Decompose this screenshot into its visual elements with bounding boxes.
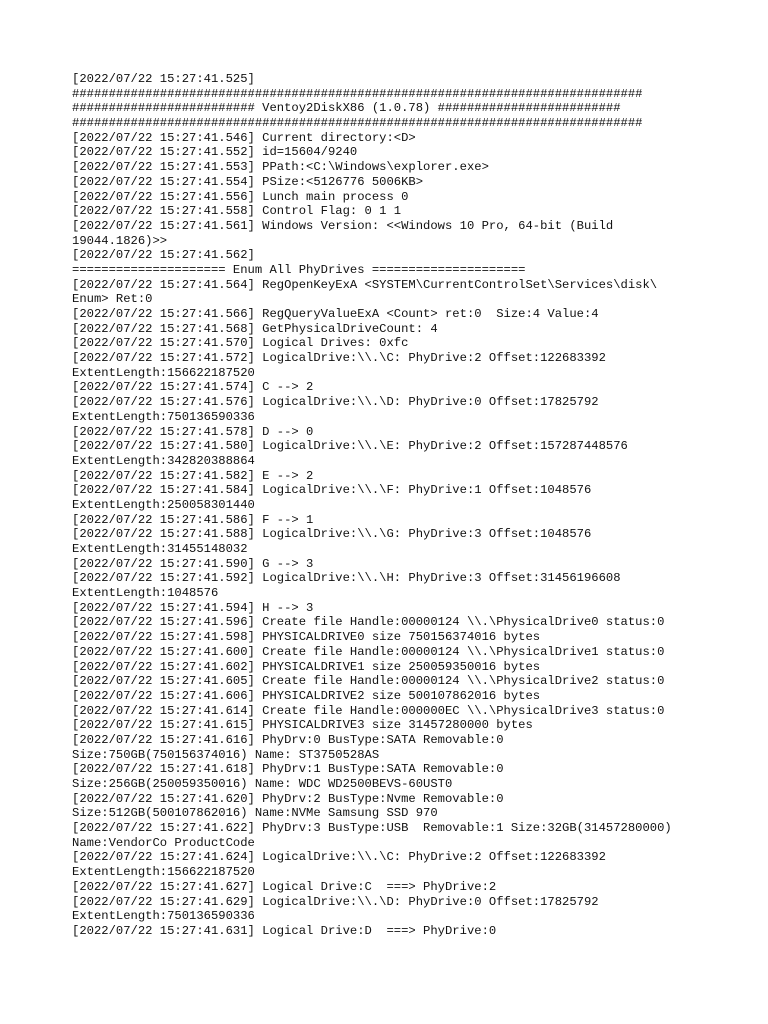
- log-line: [2022/07/22 15:27:41.629] LogicalDrive:\\.\D: PhyDrive:0 Offset:17825792: [72, 894, 599, 909]
- log-line: [2022/07/22 15:27:41.558] Control Flag: 0 1 1: [72, 204, 402, 219]
- log-line: Size:512GB(500107862016) Name:NVMe Samsung SSD 970: [72, 806, 438, 821]
- log-line: [2022/07/22 15:27:41.561] Windows Version: <<Windows 10 Pro, 64-bit (Build: [72, 218, 614, 233]
- log-line: Size:750GB(750156374016) Name: ST3750528AS: [72, 747, 380, 762]
- log-line: [2022/07/22 15:27:41.584] LogicalDrive:\\.\F: PhyDrive:1 Offset:1048576: [72, 483, 592, 498]
- log-line: [2022/07/22 15:27:41.564] RegOpenKeyExA <SYSTEM\CurrentControlSet\Services\disk\: [72, 277, 658, 292]
- log-line: ExtentLength:156622187520: [72, 865, 255, 880]
- log-line: [2022/07/22 15:27:41.606] PHYSICALDRIVE2 size 500107862016 bytes: [72, 688, 541, 703]
- log-line: [2022/07/22 15:27:41.576] LogicalDrive:\\.\D: PhyDrive:0 Offset:17825792: [72, 395, 599, 410]
- log-line: [2022/07/22 15:27:41.556] Lunch main process 0: [72, 189, 409, 204]
- log-line: [2022/07/22 15:27:41.566] RegQueryValueExA <Count> ret:0 Size:4 Value:4: [72, 307, 599, 321]
- log-line: [2022/07/22 15:27:41.574] C --> 2: [72, 380, 314, 395]
- log-line: [2022/07/22 15:27:41.592] LogicalDrive:\\.\H: PhyDrive:3 Offset:31456196608: [72, 571, 621, 586]
- log-line: [2022/07/22 15:27:41.624] LogicalDrive:\\.\C: PhyDrive:2 Offset:122683392: [72, 850, 606, 865]
- log-line: [2022/07/22 15:27:41.553] PPath:<C:\Windows\explorer.exe>: [72, 160, 489, 175]
- log-line: [2022/07/22 15:27:41.600] Create file Handle:00000124 \\.\PhysicalDrive1 status:0: [72, 644, 665, 659]
- log-line: [2022/07/22 15:27:41.552] id=15604/9240: [72, 145, 358, 160]
- log-line: [2022/07/22 15:27:41.596] Create file Handle:00000124 \\.\PhysicalDrive0 status:0: [72, 615, 665, 630]
- log-line: ExtentLength:750136590336: [72, 909, 255, 924]
- log-line: 19044.1826)>>: [72, 233, 168, 248]
- log-line: [2022/07/22 15:27:41.627] Logical Drive:C ===> PhyDrive:2: [72, 879, 497, 894]
- log-line: ExtentLength:750136590336: [72, 409, 255, 424]
- log-line: Name:VendorCo ProductCode: [72, 835, 255, 850]
- log-line: ##############################################################################: [72, 86, 643, 101]
- log-line: ===================== Enum All PhyDrives =====================: [72, 262, 526, 277]
- log-line: Size:256GB(250059350016) Name: WDC WD2500BEVS-60UST0: [72, 777, 453, 791]
- log-line: [2022/07/22 15:27:41.580] LogicalDrive:\\.\E: PhyDrive:2 Offset:157287448576: [72, 439, 628, 454]
- log-line: ######################### Ventoy2DiskX86 (1.0.78) #########################: [72, 101, 621, 116]
- log-line: [2022/07/22 15:27:41.582] E --> 2: [72, 468, 314, 483]
- log-line: [2022/07/22 15:27:41.616] PhyDrv:0 BusType:SATA Removable:0: [72, 732, 504, 747]
- log-line: [2022/07/22 15:27:41.578] D --> 0: [72, 424, 314, 439]
- log-line: ExtentLength:250058301440: [72, 497, 255, 512]
- log-line: [2022/07/22 15:27:41.562]: [72, 248, 255, 263]
- log-line: [2022/07/22 15:27:41.594] H --> 3: [72, 600, 314, 615]
- log-line: ##############################################################################: [72, 116, 643, 131]
- log-line: [2022/07/22 15:27:41.525]: [72, 72, 255, 86]
- log-line: ExtentLength:156622187520: [72, 365, 255, 380]
- log-line: ExtentLength:1048576: [72, 586, 219, 601]
- log-line: [2022/07/22 15:27:41.620] PhyDrv:2 BusType:Nvme Removable:0: [72, 791, 504, 806]
- log-line: [2022/07/22 15:27:41.554] PSize:<5126776 5006KB>: [72, 174, 424, 189]
- log-line: Enum> Ret:0: [72, 292, 153, 307]
- log-line: [2022/07/22 15:27:41.618] PhyDrv:1 BusType:SATA Removable:0: [72, 762, 504, 777]
- log-line: [2022/07/22 15:27:41.598] PHYSICALDRIVE0 size 750156374016 bytes: [72, 630, 541, 645]
- log-line: [2022/07/22 15:27:41.602] PHYSICALDRIVE1 size 250059350016 bytes: [72, 659, 541, 674]
- log-document: [72, 72, 712, 939]
- log-line: [2022/07/22 15:27:41.568] GetPhysicalDriveCount: 4: [72, 321, 438, 336]
- log-line: [2022/07/22 15:27:41.586] F --> 1: [72, 512, 314, 527]
- log-line: [2022/07/22 15:27:41.631] Logical Drive:D ===> PhyDrive:0: [72, 923, 497, 938]
- log-line: [2022/07/22 15:27:41.588] LogicalDrive:\\.\G: PhyDrive:3 Offset:1048576: [72, 527, 592, 542]
- log-line: [2022/07/22 15:27:41.572] LogicalDrive:\\.\C: PhyDrive:2 Offset:122683392: [72, 351, 606, 366]
- log-line: ExtentLength:31455148032: [72, 542, 248, 556]
- log-line: [2022/07/22 15:27:41.622] PhyDrv:3 BusType:USB Removable:1 Size:32GB(31457280000): [72, 821, 672, 836]
- log-line: [2022/07/22 15:27:41.605] Create file Handle:00000124 \\.\PhysicalDrive2 status:0: [72, 674, 665, 689]
- log-line: [2022/07/22 15:27:41.614] Create file Handle:000000EC \\.\PhysicalDrive3 status:0: [72, 703, 665, 718]
- log-line: [2022/07/22 15:27:41.615] PHYSICALDRIVE3 size 31457280000 bytes: [72, 718, 533, 733]
- log-line: [2022/07/22 15:27:41.546] Current directory:<D>: [72, 130, 416, 145]
- log-line: [2022/07/22 15:27:41.590] G --> 3: [72, 556, 314, 571]
- log-line: [2022/07/22 15:27:41.570] Logical Drives: 0xfc: [72, 336, 409, 351]
- log-line: ExtentLength:342820388864: [72, 453, 255, 468]
